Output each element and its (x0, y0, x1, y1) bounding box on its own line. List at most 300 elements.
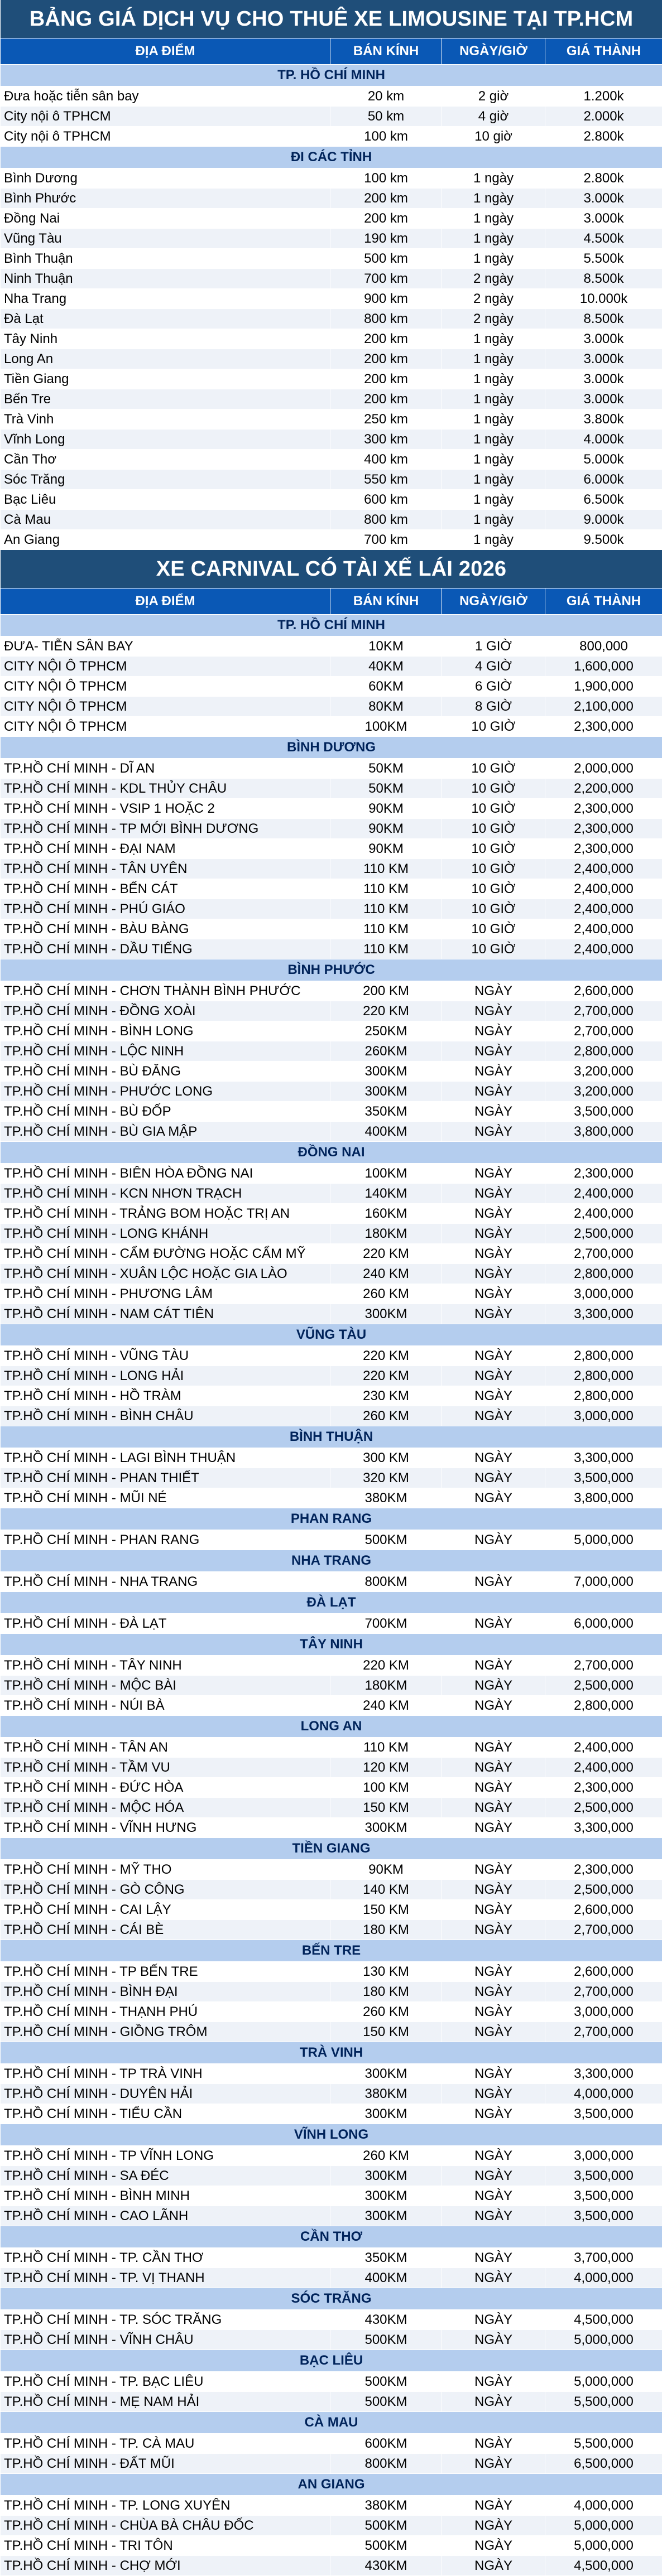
table-row (1, 1880, 662, 1900)
distance-cell: 600KM (330, 2434, 442, 2454)
location-cell: TP.HỒ CHÍ MINH - MẸ NAM HẢI (1, 2392, 330, 2412)
location-cell: TP.HỒ CHÍ MINH - TP BẾN TRE (1, 1962, 330, 1982)
section-title: SÓC TRĂNG (1, 2288, 662, 2310)
distance-cell: 700 km (330, 530, 442, 550)
price-cell: 3.000k (545, 389, 662, 409)
price-cell: 2,800,000 (545, 1346, 662, 1366)
duration-cell: 4 giờ (442, 107, 545, 127)
distance-cell: 220 KM (330, 1001, 442, 1021)
distance-cell: 550 km (330, 470, 442, 490)
distance-cell: 500 km (330, 249, 442, 269)
table-row (1, 1758, 662, 1778)
table-row (1, 168, 662, 189)
location-cell: CITY NỘI Ô TPHCM (1, 677, 330, 697)
duration-cell: 1 ngày (442, 329, 545, 349)
table-row (1, 1900, 662, 1920)
duration-cell: NGÀY (442, 2002, 545, 2022)
price-cell: 7,000,000 (545, 1572, 662, 1592)
duration-cell: 1 ngày (442, 530, 545, 550)
location-cell: TP.HỒ CHÍ MINH - HỒ TRÀM (1, 1386, 330, 1406)
price-cell: 2,800,000 (545, 1264, 662, 1284)
table-row (1, 1244, 662, 1264)
location-cell: TP.HỒ CHÍ MINH - PHƯƠNG LÂM (1, 1284, 330, 1304)
table-row (1, 1818, 662, 1838)
section-title: TÂY NINH (1, 1634, 662, 1656)
table-row (1, 510, 662, 530)
table-row (1, 1122, 662, 1142)
distance-cell: 800KM (330, 2454, 442, 2474)
table-row (1, 636, 662, 657)
distance-cell: 140KM (330, 1184, 442, 1204)
price-cell: 2,400,000 (545, 919, 662, 939)
distance-cell: 200 km (330, 349, 442, 369)
duration-cell: NGÀY (442, 1021, 545, 1041)
duration-cell: 1 ngày (442, 409, 545, 430)
location-cell: TP.HỒ CHÍ MINH - TP VĨNH LONG (1, 2146, 330, 2166)
location-cell: Trà Vinh (1, 409, 330, 430)
price-cell: 2,700,000 (545, 1244, 662, 1264)
location-cell: TP.HỒ CHÍ MINH - BÌNH ĐẠI (1, 1982, 330, 2002)
price-cell: 2,300,000 (545, 717, 662, 737)
table-row (1, 470, 662, 490)
distance-cell: 100KM (330, 717, 442, 737)
table-row (1, 389, 662, 409)
price-cell: 3,500,000 (545, 2104, 662, 2124)
price-cell: 2,300,000 (545, 1860, 662, 1880)
table-row (1, 919, 662, 939)
price-cell: 3.000k (545, 209, 662, 229)
table-row (1, 2166, 662, 2186)
price-cell: 2,600,000 (545, 981, 662, 1001)
location-cell: An Giang (1, 530, 330, 550)
column-header-row (1, 588, 662, 615)
header-duration: NGÀY/GIỜ (442, 38, 545, 65)
location-cell: TP.HỒ CHÍ MINH - MỘC BÀI (1, 1676, 330, 1696)
distance-cell: 300 KM (330, 1448, 442, 1468)
table-row (1, 1062, 662, 1082)
duration-cell: NGÀY (442, 1530, 545, 1550)
distance-cell: 260 KM (330, 1406, 442, 1426)
price-cell: 3,300,000 (545, 1818, 662, 1838)
header-duration: NGÀY/GIỜ (442, 588, 545, 615)
duration-cell: 10 GIỜ (442, 779, 545, 799)
distance-cell: 300KM (330, 1082, 442, 1102)
table-row (1, 2002, 662, 2022)
duration-cell: NGÀY (442, 981, 545, 1001)
distance-cell: 160KM (330, 1204, 442, 1224)
duration-cell: NGÀY (442, 1102, 545, 1122)
price-cell: 3.000k (545, 369, 662, 389)
duration-cell: NGÀY (442, 1468, 545, 1488)
section-header-row (1, 2350, 662, 2372)
section-title: BẠC LIÊU (1, 2350, 662, 2372)
price-cell: 2,500,000 (545, 1798, 662, 1818)
duration-cell: NGÀY (442, 1366, 545, 1386)
section-header-row (1, 65, 662, 86)
location-cell: TP.HỒ CHÍ MINH - LONG HẢI (1, 1366, 330, 1386)
price-cell: 5.000k (545, 450, 662, 470)
table-row (1, 1366, 662, 1386)
duration-cell: NGÀY (442, 2084, 545, 2104)
duration-cell: 1 ngày (442, 189, 545, 209)
price-cell: 2,100,000 (545, 697, 662, 717)
price-cell: 3,500,000 (545, 1102, 662, 1122)
section-title: ĐÀ LẠT (1, 1592, 662, 1614)
duration-cell: 10 GIỜ (442, 839, 545, 859)
distance-cell: 110 KM (330, 859, 442, 879)
distance-cell: 190 km (330, 229, 442, 249)
duration-cell: 2 ngày (442, 289, 545, 309)
table-row (1, 2064, 662, 2084)
duration-cell: 1 ngày (442, 369, 545, 389)
table-row (1, 1488, 662, 1508)
distance-cell: 50KM (330, 759, 442, 779)
price-cell: 3.000k (545, 349, 662, 369)
section-header-row (1, 1426, 662, 1448)
duration-cell: NGÀY (442, 1041, 545, 1062)
table-row (1, 1406, 662, 1426)
duration-cell: NGÀY (442, 1224, 545, 1244)
location-cell: TP.HỒ CHÍ MINH - SA ĐÉC (1, 2166, 330, 2186)
duration-cell: NGÀY (442, 1001, 545, 1021)
table-row (1, 2146, 662, 2166)
table-row (1, 1798, 662, 1818)
price-cell: 9.000k (545, 510, 662, 530)
table-row (1, 1962, 662, 1982)
location-cell: TP.HỒ CHÍ MINH - TẦM VU (1, 1758, 330, 1778)
carnival-price-table (0, 550, 662, 2576)
duration-cell: NGÀY (442, 2434, 545, 2454)
location-cell: TP.HỒ CHÍ MINH - CAO LÃNH (1, 2206, 330, 2226)
price-cell: 9.500k (545, 530, 662, 550)
table-row (1, 2206, 662, 2226)
location-cell: TP.HỒ CHÍ MINH - BÙ ĐỐP (1, 1102, 330, 1122)
duration-cell: 10 GIỜ (442, 759, 545, 779)
table-row (1, 2310, 662, 2330)
price-cell: 2,300,000 (545, 819, 662, 839)
distance-cell: 140 KM (330, 1880, 442, 1900)
distance-cell: 180KM (330, 1676, 442, 1696)
table-row (1, 1468, 662, 1488)
price-cell: 5,500,000 (545, 2434, 662, 2454)
duration-cell: NGÀY (442, 2166, 545, 2186)
section-header-row (1, 2474, 662, 2496)
duration-cell: NGÀY (442, 1818, 545, 1838)
section-title: BÌNH DƯƠNG (1, 737, 662, 759)
location-cell: TP.HỒ CHÍ MINH - LAGI BÌNH THUẬN (1, 1448, 330, 1468)
distance-cell: 250 km (330, 409, 442, 430)
table-row (1, 289, 662, 309)
distance-cell: 220 KM (330, 1656, 442, 1676)
duration-cell: NGÀY (442, 2454, 545, 2474)
location-cell: TP.HỒ CHÍ MINH - PHÚ GIÁO (1, 899, 330, 919)
location-cell: TP.HỒ CHÍ MINH - CẨM ĐƯỜNG HOẶC CẨM MỸ (1, 1244, 330, 1264)
duration-cell: NGÀY (442, 1656, 545, 1676)
location-cell: TP.HỒ CHÍ MINH - ĐẤT MŨI (1, 2454, 330, 2474)
duration-cell: NGÀY (442, 2206, 545, 2226)
duration-cell: 1 ngày (442, 389, 545, 409)
duration-cell: 10 giờ (442, 127, 545, 147)
distance-cell: 300KM (330, 2104, 442, 2124)
table-row (1, 249, 662, 269)
duration-cell: NGÀY (442, 2556, 545, 2576)
price-cell: 3,700,000 (545, 2248, 662, 2268)
price-cell: 5.500k (545, 249, 662, 269)
distance-cell: 260 KM (330, 1284, 442, 1304)
table-row (1, 2454, 662, 2474)
distance-cell: 240 KM (330, 1264, 442, 1284)
price-cell: 3,800,000 (545, 1122, 662, 1142)
section-header-row (1, 2412, 662, 2434)
table-row (1, 1164, 662, 1184)
location-cell: TP.HỒ CHÍ MINH - KDL THỦY CHÂU (1, 779, 330, 799)
distance-cell: 240 KM (330, 1696, 442, 1716)
distance-cell: 200 km (330, 389, 442, 409)
table-row (1, 189, 662, 209)
distance-cell: 120 KM (330, 1758, 442, 1778)
duration-cell: NGÀY (442, 1164, 545, 1184)
distance-cell: 260 KM (330, 2002, 442, 2022)
table-row (1, 1224, 662, 1244)
table-row (1, 127, 662, 147)
duration-cell: NGÀY (442, 2330, 545, 2350)
table-row (1, 779, 662, 799)
duration-cell: 1 ngày (442, 470, 545, 490)
table-row (1, 819, 662, 839)
location-cell: TP.HỒ CHÍ MINH - CÁI BÈ (1, 1920, 330, 1940)
distance-cell: 430KM (330, 2310, 442, 2330)
distance-cell: 300KM (330, 1304, 442, 1324)
distance-cell: 300KM (330, 1818, 442, 1838)
price-cell: 3,500,000 (545, 2166, 662, 2186)
table-row (1, 859, 662, 879)
price-cell: 2,700,000 (545, 1001, 662, 1021)
distance-cell: 300KM (330, 1062, 442, 1082)
distance-cell: 150 KM (330, 1900, 442, 1920)
distance-cell: 220 KM (330, 1366, 442, 1386)
price-cell: 4,000,000 (545, 2268, 662, 2288)
table-row (1, 899, 662, 919)
price-cell: 5,000,000 (545, 2330, 662, 2350)
location-cell: Tiền Giang (1, 369, 330, 389)
table-row (1, 2268, 662, 2288)
table-row (1, 1530, 662, 1550)
price-cell: 2.800k (545, 168, 662, 189)
distance-cell: 200 KM (330, 981, 442, 1001)
location-cell: Vũng Tàu (1, 229, 330, 249)
duration-cell: NGÀY (442, 2516, 545, 2536)
price-cell: 4,000,000 (545, 2084, 662, 2104)
table-row (1, 1346, 662, 1366)
price-cell: 2,500,000 (545, 1880, 662, 1900)
table-row (1, 2186, 662, 2206)
table-row (1, 309, 662, 329)
location-cell: Đồng Nai (1, 209, 330, 229)
duration-cell: NGÀY (442, 2248, 545, 2268)
location-cell: TP.HỒ CHÍ MINH - TÂY NINH (1, 1656, 330, 1676)
distance-cell: 430KM (330, 2556, 442, 2576)
table-row (1, 269, 662, 289)
location-cell: Cần Thơ (1, 450, 330, 470)
location-cell: Bình Dương (1, 168, 330, 189)
distance-cell: 500KM (330, 2536, 442, 2556)
duration-cell: NGÀY (442, 1572, 545, 1592)
duration-cell: NGÀY (442, 1264, 545, 1284)
table-row (1, 2496, 662, 2516)
price-cell: 5,500,000 (545, 2392, 662, 2412)
table-row (1, 409, 662, 430)
duration-cell: NGÀY (442, 1244, 545, 1264)
table-title: BẢNG GIÁ DỊCH VỤ CHO THUÊ XE LIMOUSINE TẠI TP.HCM (1, 0, 662, 38)
distance-cell: 500KM (330, 2392, 442, 2412)
section-title: ĐỒNG NAI (1, 1142, 662, 1164)
location-cell: TP.HỒ CHÍ MINH - BÌNH CHÂU (1, 1406, 330, 1426)
location-cell: TP.HỒ CHÍ MINH - TP. SÓC TRĂNG (1, 2310, 330, 2330)
price-cell: 4,000,000 (545, 2496, 662, 2516)
duration-cell: NGÀY (442, 1962, 545, 1982)
duration-cell: 10 GIỜ (442, 939, 545, 959)
distance-cell: 320 KM (330, 1468, 442, 1488)
location-cell: CITY NỘI Ô TPHCM (1, 657, 330, 677)
duration-cell: NGÀY (442, 1122, 545, 1142)
distance-cell: 200 km (330, 369, 442, 389)
duration-cell: 1 ngày (442, 430, 545, 450)
table-row (1, 1860, 662, 1880)
price-cell: 5,000,000 (545, 2516, 662, 2536)
distance-cell: 50 km (330, 107, 442, 127)
price-cell: 2,300,000 (545, 799, 662, 819)
distance-cell: 200 km (330, 329, 442, 349)
location-cell: Đưa hoặc tiễn sân bay (1, 86, 330, 107)
table-row (1, 369, 662, 389)
price-cell: 10.000k (545, 289, 662, 309)
location-cell: TP.HỒ CHÍ MINH - LONG KHÁNH (1, 1224, 330, 1244)
duration-cell: NGÀY (442, 1204, 545, 1224)
table-row (1, 1982, 662, 2002)
duration-cell: NGÀY (442, 1880, 545, 1900)
distance-cell: 260KM (330, 1041, 442, 1062)
location-cell: TP.HỒ CHÍ MINH - BÌNH MINH (1, 2186, 330, 2206)
location-cell: TP.HỒ CHÍ MINH - BÙ ĐĂNG (1, 1062, 330, 1082)
distance-cell: 110 KM (330, 939, 442, 959)
location-cell: Nha Trang (1, 289, 330, 309)
table-title-row (1, 550, 662, 588)
location-cell: TP.HỒ CHÍ MINH - GÒ CÔNG (1, 1880, 330, 1900)
duration-cell: NGÀY (442, 2104, 545, 2124)
distance-cell: 600 km (330, 490, 442, 510)
price-cell: 2,400,000 (545, 879, 662, 899)
location-cell: TP.HỒ CHÍ MINH - TP TRÀ VINH (1, 2064, 330, 2084)
distance-cell: 20 km (330, 86, 442, 107)
location-cell: TP.HỒ CHÍ MINH - TRẢNG BOM HOẶC TRỊ AN (1, 1204, 330, 1224)
distance-cell: 500KM (330, 1530, 442, 1550)
duration-cell: NGÀY (442, 2146, 545, 2166)
distance-cell: 100 km (330, 127, 442, 147)
location-cell: TP.HỒ CHÍ MINH - TP. VỊ THANH (1, 2268, 330, 2288)
price-cell: 2,800,000 (545, 1696, 662, 1716)
duration-cell: NGÀY (442, 1062, 545, 1082)
duration-cell: NGÀY (442, 2496, 545, 2516)
duration-cell: 10 GIỜ (442, 879, 545, 899)
table-row (1, 1920, 662, 1940)
duration-cell: NGÀY (442, 1758, 545, 1778)
location-cell: City nội ô TPHCM (1, 127, 330, 147)
price-cell: 5,000,000 (545, 1530, 662, 1550)
distance-cell: 700 km (330, 269, 442, 289)
price-cell: 2,800,000 (545, 1386, 662, 1406)
distance-cell: 180 KM (330, 1982, 442, 2002)
table-row (1, 717, 662, 737)
price-cell: 2,400,000 (545, 939, 662, 959)
price-cell: 2,700,000 (545, 1021, 662, 1041)
duration-cell: 1 ngày (442, 490, 545, 510)
price-cell: 2,300,000 (545, 839, 662, 859)
price-cell: 3.800k (545, 409, 662, 430)
header-distance: BÁN KÍNH (330, 38, 442, 65)
distance-cell: 260 KM (330, 2146, 442, 2166)
location-cell: TP.HỒ CHÍ MINH - BÙ GIA MẬP (1, 1122, 330, 1142)
price-cell: 2,500,000 (545, 1676, 662, 1696)
price-cell: 4.000k (545, 430, 662, 450)
price-cell: 4,500,000 (545, 2310, 662, 2330)
location-cell: Bến Tre (1, 389, 330, 409)
table-row (1, 86, 662, 107)
table-row (1, 1021, 662, 1041)
table-row (1, 1572, 662, 1592)
distance-cell: 10KM (330, 636, 442, 657)
location-cell: Cà Mau (1, 510, 330, 530)
price-cell: 2,600,000 (545, 1962, 662, 1982)
price-cell: 2,700,000 (545, 1982, 662, 2002)
section-title: CẦN THƠ (1, 2226, 662, 2248)
distance-cell: 300KM (330, 2166, 442, 2186)
section-header-row (1, 1940, 662, 1962)
section-header-row (1, 1716, 662, 1738)
location-cell: TP.HỒ CHÍ MINH - MỸ THO (1, 1860, 330, 1880)
duration-cell: 2 giờ (442, 86, 545, 107)
location-cell: City nội ô TPHCM (1, 107, 330, 127)
location-cell: TP.HỒ CHÍ MINH - TRI TÔN (1, 2536, 330, 2556)
distance-cell: 150 KM (330, 1798, 442, 1818)
distance-cell: 350KM (330, 1102, 442, 1122)
price-cell: 3,000,000 (545, 2146, 662, 2166)
distance-cell: 800 km (330, 510, 442, 530)
location-cell: Sóc Trăng (1, 470, 330, 490)
location-cell: TP.HỒ CHÍ MINH - TP. CÀ MAU (1, 2434, 330, 2454)
table-row (1, 697, 662, 717)
distance-cell: 500KM (330, 2372, 442, 2392)
duration-cell: NGÀY (442, 2022, 545, 2042)
table-row (1, 1204, 662, 1224)
distance-cell: 500KM (330, 2330, 442, 2350)
location-cell: TP.HỒ CHÍ MINH - VĨNH HƯNG (1, 1818, 330, 1838)
distance-cell: 700KM (330, 1614, 442, 1634)
table-row (1, 2372, 662, 2392)
table-row (1, 981, 662, 1001)
price-cell: 3.000k (545, 329, 662, 349)
price-cell: 2,400,000 (545, 1758, 662, 1778)
table-row (1, 1448, 662, 1468)
price-cell: 2.800k (545, 127, 662, 147)
duration-cell: 4 GIỜ (442, 657, 545, 677)
price-cell: 2,400,000 (545, 1738, 662, 1758)
distance-cell: 900 km (330, 289, 442, 309)
location-cell: TP.HỒ CHÍ MINH - DẦU TIẾNG (1, 939, 330, 959)
price-cell: 6.000k (545, 470, 662, 490)
location-cell: TP.HỒ CHÍ MINH - TÂN UYÊN (1, 859, 330, 879)
section-header-row (1, 2042, 662, 2064)
duration-cell: NGÀY (442, 2392, 545, 2412)
